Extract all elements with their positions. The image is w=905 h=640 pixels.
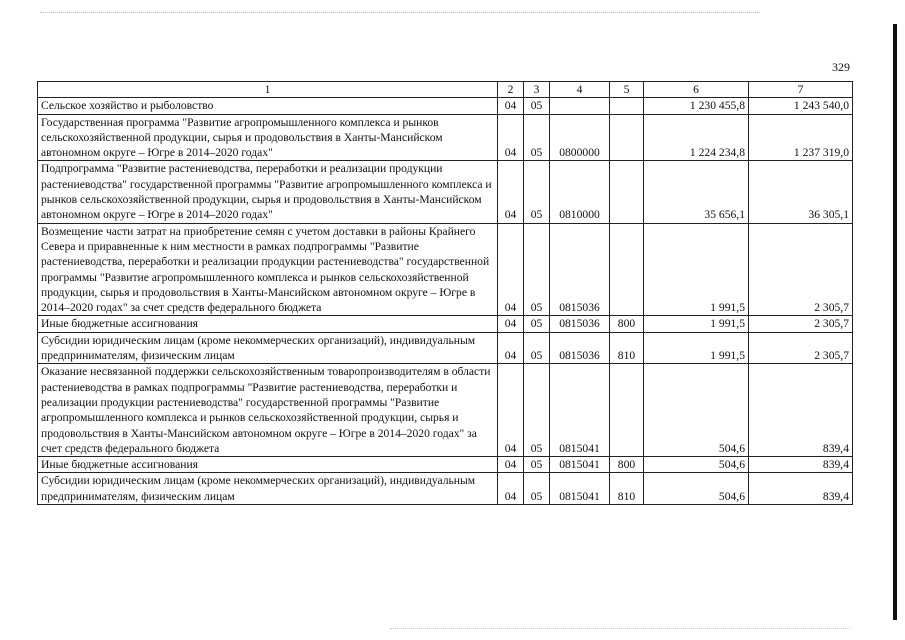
row-amount-2: 839,4 (749, 457, 853, 473)
row-section-code: 04 (498, 332, 524, 364)
row-target-code: 0815036 (550, 223, 610, 316)
table-row (38, 316, 853, 332)
row-amount-1: 504,6 (644, 457, 749, 473)
row-name: Субсидии юридическим лицам (кроме некоммерческих организаций), индивидуальным предпринимателям, физическим лицам (38, 332, 498, 364)
column-header: 4 (550, 82, 610, 98)
row-section-code: 04 (498, 364, 524, 457)
row-target-code: 0800000 (550, 114, 610, 161)
row-section-code: 04 (498, 114, 524, 161)
row-amount-2: 36 305,1 (749, 161, 853, 223)
budget-table (37, 81, 853, 505)
scan-artifact-bottom (390, 628, 850, 630)
table-row (38, 223, 853, 316)
row-target-code: 0815041 (550, 364, 610, 457)
row-expense-type (610, 223, 644, 316)
page-number: 329 (832, 60, 850, 74)
row-target-code (550, 98, 610, 114)
scan-edge-bar (893, 24, 897, 620)
table-header-row (38, 82, 853, 98)
row-amount-1: 35 656,1 (644, 161, 749, 223)
row-target-code: 0815041 (550, 473, 610, 505)
row-subsection-code: 05 (524, 316, 550, 332)
row-amount-2: 2 305,7 (749, 223, 853, 316)
row-subsection-code: 05 (524, 161, 550, 223)
row-amount-1: 1 230 455,8 (644, 98, 749, 114)
row-subsection-code: 05 (524, 457, 550, 473)
row-expense-type: 800 (610, 316, 644, 332)
row-subsection-code: 05 (524, 98, 550, 114)
row-subsection-code: 05 (524, 332, 550, 364)
row-amount-2: 1 243 540,0 (749, 98, 853, 114)
row-amount-1: 504,6 (644, 473, 749, 505)
scan-artifact-top (40, 12, 760, 14)
row-amount-1: 1 991,5 (644, 316, 749, 332)
row-section-code: 04 (498, 457, 524, 473)
row-amount-1: 1 224 234,8 (644, 114, 749, 161)
row-name: Сельское хозяйство и рыболовство (38, 98, 498, 114)
row-target-code: 0815036 (550, 316, 610, 332)
table-row (38, 364, 853, 457)
table-row (38, 457, 853, 473)
column-header: 2 (498, 82, 524, 98)
row-name: Иные бюджетные ассигнования (38, 457, 498, 473)
row-expense-type (610, 161, 644, 223)
column-header: 3 (524, 82, 550, 98)
row-name: Оказание несвязанной поддержки сельскохозяйственным товаропроизводителям в области растениеводства в рамках подпрограммы "Развитие растениеводства, переработки и реализации продукции растениеводства" государственной программы "Развитие агропромышленного комплекса и рынков сельскохозяйственной продукции, сырья и продовольствия в Ханты-Мансийском автономном округе – Югре в 2014–2020 годах" за счет средств федерального бюджета (38, 364, 498, 457)
row-name: Иные бюджетные ассигнования (38, 316, 498, 332)
row-subsection-code: 05 (524, 114, 550, 161)
row-subsection-code: 05 (524, 364, 550, 457)
row-amount-1: 1 991,5 (644, 223, 749, 316)
table-row (38, 473, 853, 505)
row-amount-1: 1 991,5 (644, 332, 749, 364)
row-expense-type: 810 (610, 473, 644, 505)
row-target-code: 0815041 (550, 457, 610, 473)
row-expense-type (610, 114, 644, 161)
row-subsection-code: 05 (524, 223, 550, 316)
row-expense-type: 810 (610, 332, 644, 364)
row-name: Субсидии юридическим лицам (кроме некоммерческих организаций), индивидуальным предпринимателям, физическим лицам (38, 473, 498, 505)
row-amount-1: 504,6 (644, 364, 749, 457)
row-subsection-code: 05 (524, 473, 550, 505)
row-name: Возмещение части затрат на приобретение семян с учетом доставки в районы Крайнего Севера и приравненные к ним местности в рамках подпрограммы "Развитие растениеводства, переработки и реализации продукции растениеводства" государственной программы "Развитие агропромышленного комплекса и рынков сельскохозяйственной продукции, сырья и продовольствия в Ханты-Мансийском автономном округе – Югре в 2014–2020 годах" за счет средств федерального бюджета (38, 223, 498, 316)
table-row (38, 332, 853, 364)
row-amount-2: 1 237 319,0 (749, 114, 853, 161)
row-section-code: 04 (498, 98, 524, 114)
row-amount-2: 839,4 (749, 473, 853, 505)
row-target-code: 0815036 (550, 332, 610, 364)
row-name: Подпрограмма "Развитие растениеводства, переработки и реализации продукции растениеводства" государственной программы "Развитие агропромышленного комплекса и рынков сельскохозяйственной продукции, сырья и продовольствия в Ханты-Мансийском автономном округе – Югре в 2014–2020 годах" (38, 161, 498, 223)
table-row (38, 161, 853, 223)
column-header: 5 (610, 82, 644, 98)
row-section-code: 04 (498, 161, 524, 223)
column-header: 1 (38, 82, 498, 98)
row-amount-2: 2 305,7 (749, 332, 853, 364)
row-name: Государственная программа "Развитие агропромышленного комплекса и рынков сельскохозяйственной продукции, сырья и продовольствия в Ханты-Мансийском автономном округе – Югре в 2014–2020 годах" (38, 114, 498, 161)
row-section-code: 04 (498, 316, 524, 332)
column-header: 6 (644, 82, 749, 98)
row-section-code: 04 (498, 473, 524, 505)
row-amount-2: 839,4 (749, 364, 853, 457)
row-amount-2: 2 305,7 (749, 316, 853, 332)
row-expense-type: 800 (610, 457, 644, 473)
row-target-code: 0810000 (550, 161, 610, 223)
table-row (38, 98, 853, 114)
row-expense-type (610, 364, 644, 457)
row-section-code: 04 (498, 223, 524, 316)
row-expense-type (610, 98, 644, 114)
column-header: 7 (749, 82, 853, 98)
table-row (38, 114, 853, 161)
